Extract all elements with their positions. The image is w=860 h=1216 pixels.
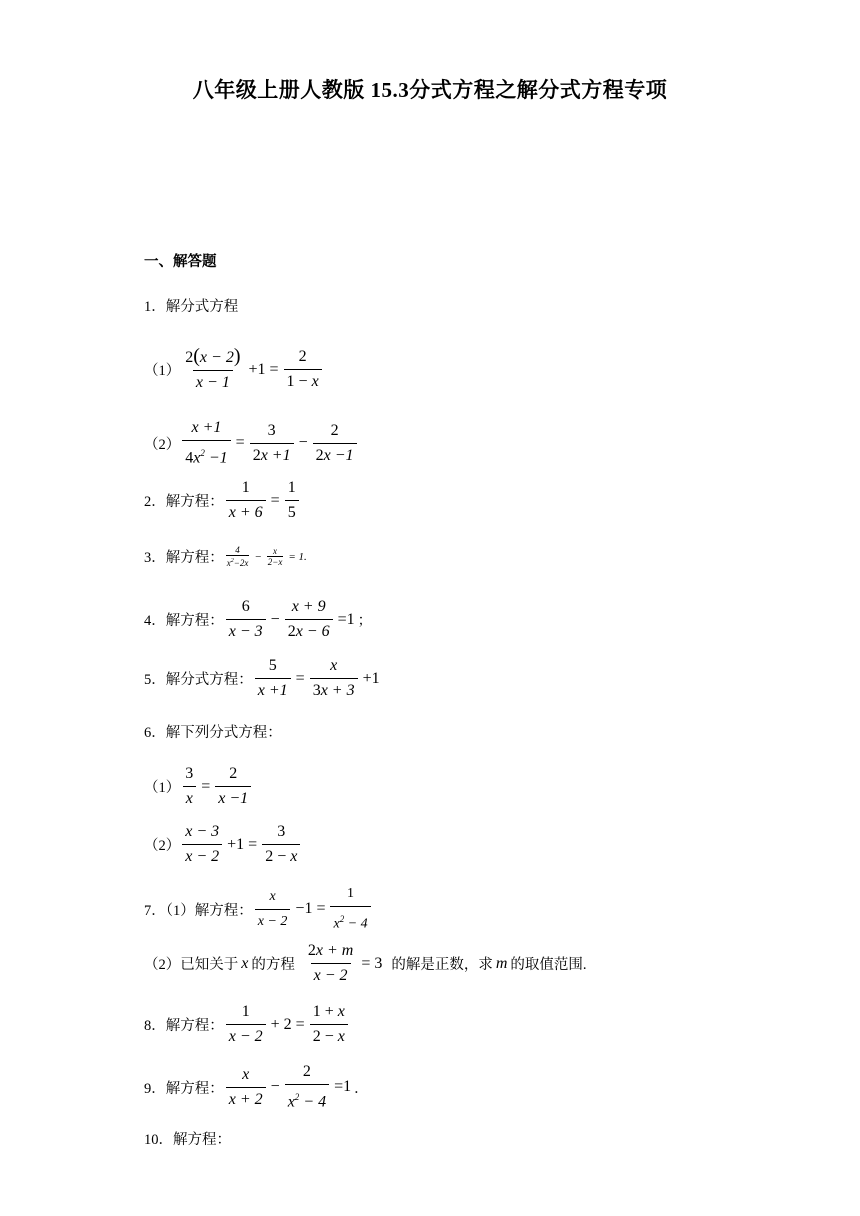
question-10: [144, 1128, 231, 1149]
question-1-part-1: （1） $\frac{2(x - 2)}{x - 1}$ +1 = $\frac{2}{1 - x}$: [144, 346, 324, 393]
question-2: 2．解方程： $\frac{1}{x + 6}$ = $\frac{1}{5}$: [144, 478, 301, 523]
question-4: 4．解方程： $\frac{6}{x - 3}$ − $\frac{x + 9}{2x - 6}$ =1 ；: [144, 598, 373, 640]
fraction: $\frac{2x + m}{x - 2}$: [307, 942, 354, 984]
fraction: $\frac{2}{x^2 - 4}$: [285, 1062, 329, 1112]
question-1-part-2: （2） $\frac{x +1}{4x^2 -1}$ = $\frac{3}{2x +1}$ − $\frac{2}{2x -1}$: [144, 418, 359, 468]
fraction: $\frac{1}{x^2 - 4}$: [330, 884, 370, 935]
text-segment: 的取值范围.: [510, 957, 587, 973]
text-segment: 的解是正数，求: [391, 957, 493, 973]
part-label: （1）: [144, 363, 181, 379]
fraction: $\frac{6}{x - 3}$: [226, 597, 266, 642]
question-6-part-1: （1） $\frac{3}{x}$ = $\frac{2}{x -1}$: [144, 764, 253, 809]
part-label: （1）: [144, 780, 181, 796]
fraction: $\frac{3}{2 - x}$: [262, 822, 300, 867]
question-5-label: 5．解分式方程：: [144, 672, 253, 688]
fraction: $\frac{x}{x - 2}$: [255, 887, 291, 932]
fraction: $\frac{1}{x + 6}$: [226, 478, 266, 523]
question-6-part-2: （2） $\frac{x - 3}{x - 2}$ +1 = $\frac{3}{2 - x}$: [144, 822, 302, 867]
fraction: $\frac{2}{x -1}$: [215, 764, 251, 809]
question-1: [144, 295, 238, 316]
fraction: $\frac{x + 9}{2x - 6}$: [285, 597, 333, 642]
question-8: 8．解方程： $\frac{1}{x - 2}$ + 2 = $\frac{1 + x}{2 - x}$: [144, 1002, 350, 1047]
question-1-label: 1．解分式方程: [144, 299, 239, 315]
fraction: $\frac{x}{2-x}$: [267, 546, 283, 567]
question-3: 3．解方程： $\frac{4}{x^2-2x}$ − $\frac{x}{2-x}$ = 1.: [144, 545, 307, 568]
question-2-label: 2．解方程：: [144, 494, 224, 510]
question-9-end: ．: [354, 1080, 369, 1097]
fraction: $\frac{1 + x}{2 - x}$: [310, 1002, 348, 1047]
fraction: $\frac{x - 3}{x - 2}$: [182, 822, 222, 867]
question-6-label: 6．解下列分式方程：: [144, 725, 282, 741]
text-segment: 的方程: [251, 957, 295, 973]
question-4-label: 4．解方程：: [144, 613, 224, 629]
fraction: $\frac{3}{x}$: [182, 764, 196, 809]
question-6: [144, 721, 282, 742]
question-7-part-2: （2）已知关于 x 的方程 $\frac{2x + m}{x - 2}$ = 3 的解是正数，求 m 的取值范围.: [144, 942, 587, 984]
text-segment: （2）已知关于: [144, 957, 239, 973]
question-7-part-1: 7．（1）解方程： $\frac{x}{x - 2}$ −1 = $\frac{1}{x^2 - 4}$: [144, 884, 373, 935]
question-9: 9．解方程： $\frac{x}{x + 2}$ − $\frac{2}{x^2 - 4}$ =1 ．: [144, 1063, 369, 1111]
fraction: $\frac{2}{1 - x}$: [284, 347, 322, 392]
fraction: $\frac{2(x - 2)}{x - 1}$: [185, 345, 241, 391]
fraction: $\frac{x +1}{4x^2 -1}$: [182, 418, 230, 468]
question-10-label: 10．解方程：: [144, 1132, 231, 1148]
variable-m: m: [495, 954, 508, 972]
question-9-label: 9．解方程：: [144, 1080, 224, 1097]
fraction: $\frac{x}{3x + 3}$: [310, 656, 358, 701]
fraction: $\frac{1}{x - 2}$: [226, 1002, 266, 1047]
part-label: （2）: [144, 436, 181, 453]
question-8-label: 8．解方程：: [144, 1018, 224, 1034]
fraction: $\frac{3}{2x +1}$: [250, 421, 294, 466]
section-heading: 一、解答题: [144, 254, 217, 270]
question-7-label: 7．（1）解方程：: [144, 902, 253, 919]
fraction: $\frac{4}{x^2-2x}$: [226, 545, 249, 568]
question-3-label: 3．解方程：: [144, 550, 224, 566]
fraction: $\frac{x}{x + 2}$: [226, 1065, 266, 1110]
variable-x: x: [241, 954, 249, 972]
page-title: 八年级上册人教版 15.3分式方程之解分式方程专项: [192, 78, 668, 102]
fraction: $\frac{1}{5}$: [285, 478, 299, 523]
fraction: $\frac{2}{2x -1}$: [313, 421, 357, 466]
question-5: 5．解分式方程： $\frac{5}{x +1}$ = $\frac{x}{3x + 3}$ +1: [144, 657, 380, 699]
fraction: $\frac{5}{x +1}$: [255, 656, 291, 701]
question-4-end: ；: [357, 613, 373, 629]
part-label: （2）: [144, 838, 181, 854]
